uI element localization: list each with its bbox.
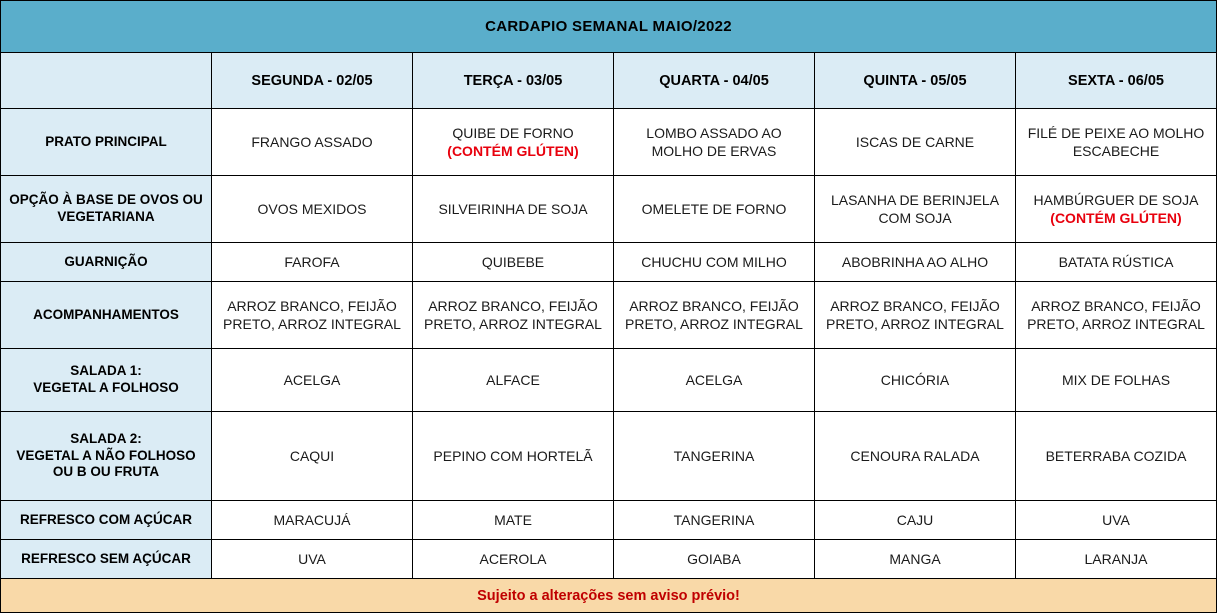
cell-prato-principal-friday: FILÉ DE PEIXE AO MOLHO ESCABECHE bbox=[1016, 109, 1217, 176]
cell-salada1-thursday: CHICÓRIA bbox=[815, 349, 1016, 412]
row-label-opcao-ovos-vegetariana: OPÇÃO À BASE DE OVOS OU VEGETARIANA bbox=[1, 176, 212, 243]
cell-salada2-friday: BETERRABA COZIDA bbox=[1016, 412, 1217, 501]
cell-acompanhamentos-monday: ARROZ BRANCO, FEIJÃO PRETO, ARROZ INTEGRAL bbox=[212, 281, 413, 348]
cell-salada2-thursday: CENOURA RALADA bbox=[815, 412, 1016, 501]
footer-note: Sujeito a alterações sem aviso prévio! bbox=[1, 579, 1217, 613]
cell-acompanhamentos-thursday: ARROZ BRANCO, FEIJÃO PRETO, ARROZ INTEGRAL bbox=[815, 281, 1016, 348]
header-corner-cell bbox=[1, 53, 212, 109]
column-header-monday: SEGUNDA - 02/05 bbox=[212, 53, 413, 109]
column-header-friday: SEXTA - 06/05 bbox=[1016, 53, 1217, 109]
cell-acompanhamentos-tuesday: ARROZ BRANCO, FEIJÃO PRETO, ARROZ INTEGRAL bbox=[413, 281, 614, 348]
cell-guarnicao-friday: BATATA RÚSTICA bbox=[1016, 243, 1217, 282]
cell-salada1-friday: MIX DE FOLHAS bbox=[1016, 349, 1217, 412]
cell-refresco-sem-tuesday: ACEROLA bbox=[413, 539, 614, 578]
cell-opcao-friday: HAMBÚRGUER DE SOJA (CONTÉM GLÚTEN) bbox=[1016, 176, 1217, 243]
cell-refresco-com-monday: MARACUJÁ bbox=[212, 501, 413, 540]
row-label-prato-principal: PRATO PRINCIPAL bbox=[1, 109, 212, 176]
cell-salada1-monday: ACELGA bbox=[212, 349, 413, 412]
table-row bbox=[1, 281, 1217, 348]
cell-salada2-wednesday: TANGERINA bbox=[614, 412, 815, 501]
row-label-salada-1: SALADA 1: VEGETAL A FOLHOSO bbox=[1, 349, 212, 412]
table-row bbox=[1, 349, 1217, 412]
cell-guarnicao-monday: FAROFA bbox=[212, 243, 413, 282]
cell-refresco-com-friday: UVA bbox=[1016, 501, 1217, 540]
row-label-guarnicao: GUARNIÇÃO bbox=[1, 243, 212, 282]
cell-refresco-com-thursday: CAJU bbox=[815, 501, 1016, 540]
cell-prato-principal-monday: FRANGO ASSADO bbox=[212, 109, 413, 176]
cell-refresco-sem-friday: LARANJA bbox=[1016, 539, 1217, 578]
column-header-wednesday: QUARTA - 04/05 bbox=[614, 53, 815, 109]
cell-acompanhamentos-friday: ARROZ BRANCO, FEIJÃO PRETO, ARROZ INTEGRAL bbox=[1016, 281, 1217, 348]
table-row bbox=[1, 412, 1217, 501]
footer-row bbox=[1, 579, 1217, 613]
cell-salada2-monday: CAQUI bbox=[212, 412, 413, 501]
cell-salada1-wednesday: ACELGA bbox=[614, 349, 815, 412]
gluten-alert-text: (CONTÉM GLÚTEN) bbox=[447, 143, 579, 160]
row-label-salada-2: SALADA 2: VEGETAL A NÃO FOLHOSO OU B OU FRUTA bbox=[1, 412, 212, 501]
row-label-refresco-com-acucar: REFRESCO COM AÇÚCAR bbox=[1, 501, 212, 540]
cell-opcao-wednesday: OMELETE DE FORNO bbox=[614, 176, 815, 243]
cell-acompanhamentos-wednesday: ARROZ BRANCO, FEIJÃO PRETO, ARROZ INTEGRAL bbox=[614, 281, 815, 348]
cell-opcao-monday: OVOS MEXIDOS bbox=[212, 176, 413, 243]
cell-refresco-com-tuesday: MATE bbox=[413, 501, 614, 540]
cell-salada2-tuesday: PEPINO COM HORTELÃ bbox=[413, 412, 614, 501]
column-header-thursday: QUINTA - 05/05 bbox=[815, 53, 1016, 109]
cell-guarnicao-tuesday: QUIBEBE bbox=[413, 243, 614, 282]
header-row bbox=[1, 53, 1217, 109]
cell-salada1-tuesday: ALFACE bbox=[413, 349, 614, 412]
gluten-alert-text: (CONTÉM GLÚTEN) bbox=[1050, 210, 1182, 227]
table-row bbox=[1, 243, 1217, 282]
cell-opcao-tuesday: SILVEIRINHA DE SOJA bbox=[413, 176, 614, 243]
cell-prato-principal-wednesday: LOMBO ASSADO AO MOLHO DE ERVAS bbox=[614, 109, 815, 176]
row-label-refresco-sem-acucar: REFRESCO SEM AÇÚCAR bbox=[1, 539, 212, 578]
table-row bbox=[1, 501, 1217, 540]
table-row bbox=[1, 109, 1217, 176]
cell-refresco-sem-wednesday: GOIABA bbox=[614, 539, 815, 578]
cell-refresco-com-wednesday: TANGERINA bbox=[614, 501, 815, 540]
cell-guarnicao-thursday: ABOBRINHA AO ALHO bbox=[815, 243, 1016, 282]
title-row bbox=[1, 1, 1217, 53]
cell-guarnicao-wednesday: CHUCHU COM MILHO bbox=[614, 243, 815, 282]
table-row bbox=[1, 176, 1217, 243]
cell-prato-principal-tuesday: QUIBE DE FORNO (CONTÉM GLÚTEN) bbox=[413, 109, 614, 176]
cell-refresco-sem-thursday: MANGA bbox=[815, 539, 1016, 578]
column-header-tuesday: TERÇA - 03/05 bbox=[413, 53, 614, 109]
row-label-acompanhamentos: ACOMPANHAMENTOS bbox=[1, 281, 212, 348]
sheet-title: CARDAPIO SEMANAL MAIO/2022 bbox=[1, 1, 1217, 53]
cell-prato-principal-thursday: ISCAS DE CARNE bbox=[815, 109, 1016, 176]
table-row bbox=[1, 539, 1217, 578]
cell-refresco-sem-monday: UVA bbox=[212, 539, 413, 578]
cell-opcao-thursday: LASANHA DE BERINJELA COM SOJA bbox=[815, 176, 1016, 243]
